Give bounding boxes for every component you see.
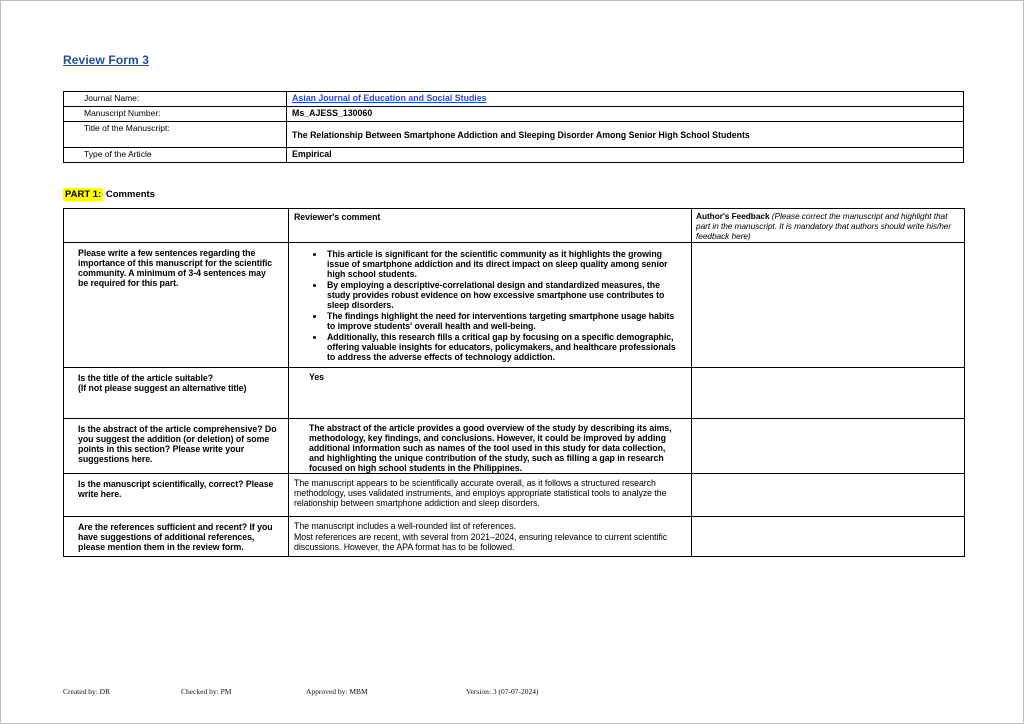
article-type-label: Type of the Article	[64, 148, 287, 163]
manuscript-title-value: The Relationship Between Smartphone Addiction and Sleeping Disorder Among Senior High School Students	[287, 122, 964, 148]
part1-heading	[63, 189, 155, 200]
part1-heading-label: Comments	[105, 189, 155, 200]
reviewer-comment-title-suitable: Yes	[289, 367, 692, 418]
manuscript-number-value: Ms_AJESS_130060	[287, 107, 964, 122]
info-row-journal	[64, 92, 964, 107]
references-answer-line2: Most references are recent, with several from 2021–2024, ensuring relevance to current scientific discussions. However, the APA format has to be followed.	[294, 531, 668, 552]
importance-bullet-3: • The findings highlight the need for interventions targeting smartphone usage habits to improve students' overall health and well-being.	[325, 311, 684, 331]
reviewer-comment-references	[289, 516, 692, 556]
author-feedback-header-note: (Please correct the manuscript and highlight that part in the manuscript. It is mandatory that authors should write his/her feedback here)	[696, 211, 952, 241]
author-feedback-cell-importance[interactable]	[692, 242, 965, 367]
author-feedback-header	[692, 209, 965, 243]
question-title-suitable-line2: (If not please suggest an alternative title)	[78, 382, 247, 393]
part1-badge: PART 1:	[65, 189, 102, 200]
references-answer-line1: The manuscript includes a well-rounded list of references.	[294, 520, 517, 531]
question-title-suitable	[64, 367, 289, 418]
footer-created-by: Created by: DR	[63, 687, 111, 696]
author-feedback-cell-references[interactable]	[692, 516, 965, 556]
importance-bullet-4: • Additionally, this research fills a critical gap by focusing on a specific demographic, offering valuable insights for educators, policymakers, and healthcare professionals to address the adverse effects of technology addiction.	[325, 332, 684, 362]
comments-row-abstract	[64, 418, 965, 473]
footer-checked-by: Checked by: PM	[181, 687, 232, 696]
comments-table	[63, 208, 965, 557]
question-abstract: Is the abstract of the article comprehensive? Do you suggest the addition (or deletion) of some points in this section? Please write your suggestions here.	[64, 418, 289, 473]
comments-row-title-suitable	[64, 367, 965, 418]
importance-bullet-1: • This article is significant for the scientific community as it highlights the growing issue of smartphone addiction and its direct impact on sleep quality among senior high school students.	[325, 249, 684, 279]
importance-bullet-2: • By employing a descriptive-correlational design and standardized measures, the study provides robust evidence on how excessive smartphone use contributes to sleep disorders.	[325, 280, 684, 310]
review-form-title: Review Form 3	[63, 53, 149, 67]
question-column-header	[64, 209, 289, 243]
question-scientific: Is the manuscript scientifically, correct? Please write here.	[64, 473, 289, 516]
reviewer-comment-scientific: The manuscript appears to be scientifically accurate overall, as it follows a structured research methodology, uses validated instruments, and employs appropriate statistical tools to analyze the relationship between smartphone addiction and sleep disorders.	[289, 473, 692, 516]
question-importance: Please write a few sentences regarding the importance of this manuscript for the scientific community. A minimum of 3-4 sentences may be required for this part.	[64, 242, 289, 367]
reviewer-comment-abstract: The abstract of the article provides a good overview of the study by describing its aims, methodology, key findings, and conclusions. However, it could be improved by adding additional information such as names of the tool used in this study for data collection, and highlighting the unique contribution of the study, such as filling a gap in research focused on high school students in the Philippines.	[289, 418, 692, 473]
article-type-value: Empirical	[287, 148, 964, 163]
author-feedback-cell-scientific[interactable]	[692, 473, 965, 516]
manuscript-number-label: Manuscript Number:	[64, 107, 287, 122]
importance-bullet-list	[290, 249, 690, 362]
author-feedback-cell-title[interactable]	[692, 367, 965, 418]
reviewer-comment-header: Reviewer's comment	[289, 209, 692, 243]
footer-version: Version: 3 (07-07-2024)	[466, 687, 539, 696]
manuscript-title-label: Title of the Manuscript:	[64, 122, 287, 148]
reviewer-comment-importance	[289, 242, 692, 367]
question-title-suitable-line1: Is the title of the article suitable?	[78, 372, 214, 383]
manuscript-info-table	[63, 91, 964, 163]
author-feedback-cell-abstract[interactable]	[692, 418, 965, 473]
comments-header-row	[64, 209, 965, 243]
journal-name-label: Journal Name:	[64, 92, 287, 107]
footer-approved-by: Approved by: MBM	[306, 687, 368, 696]
author-feedback-header-title: Author's Feedback	[696, 211, 772, 221]
info-row-manuscript-number	[64, 107, 964, 122]
question-references: Are the references sufficient and recent? If you have suggestions of additional references, please mention them in the review form.	[64, 516, 289, 556]
info-row-article-type	[64, 148, 964, 163]
info-row-title	[64, 122, 964, 148]
comments-row-importance	[64, 242, 965, 367]
comments-row-references	[64, 516, 965, 556]
journal-link[interactable]: Asian Journal of Education and Social Studies	[292, 93, 487, 103]
comments-row-scientific	[64, 473, 965, 516]
